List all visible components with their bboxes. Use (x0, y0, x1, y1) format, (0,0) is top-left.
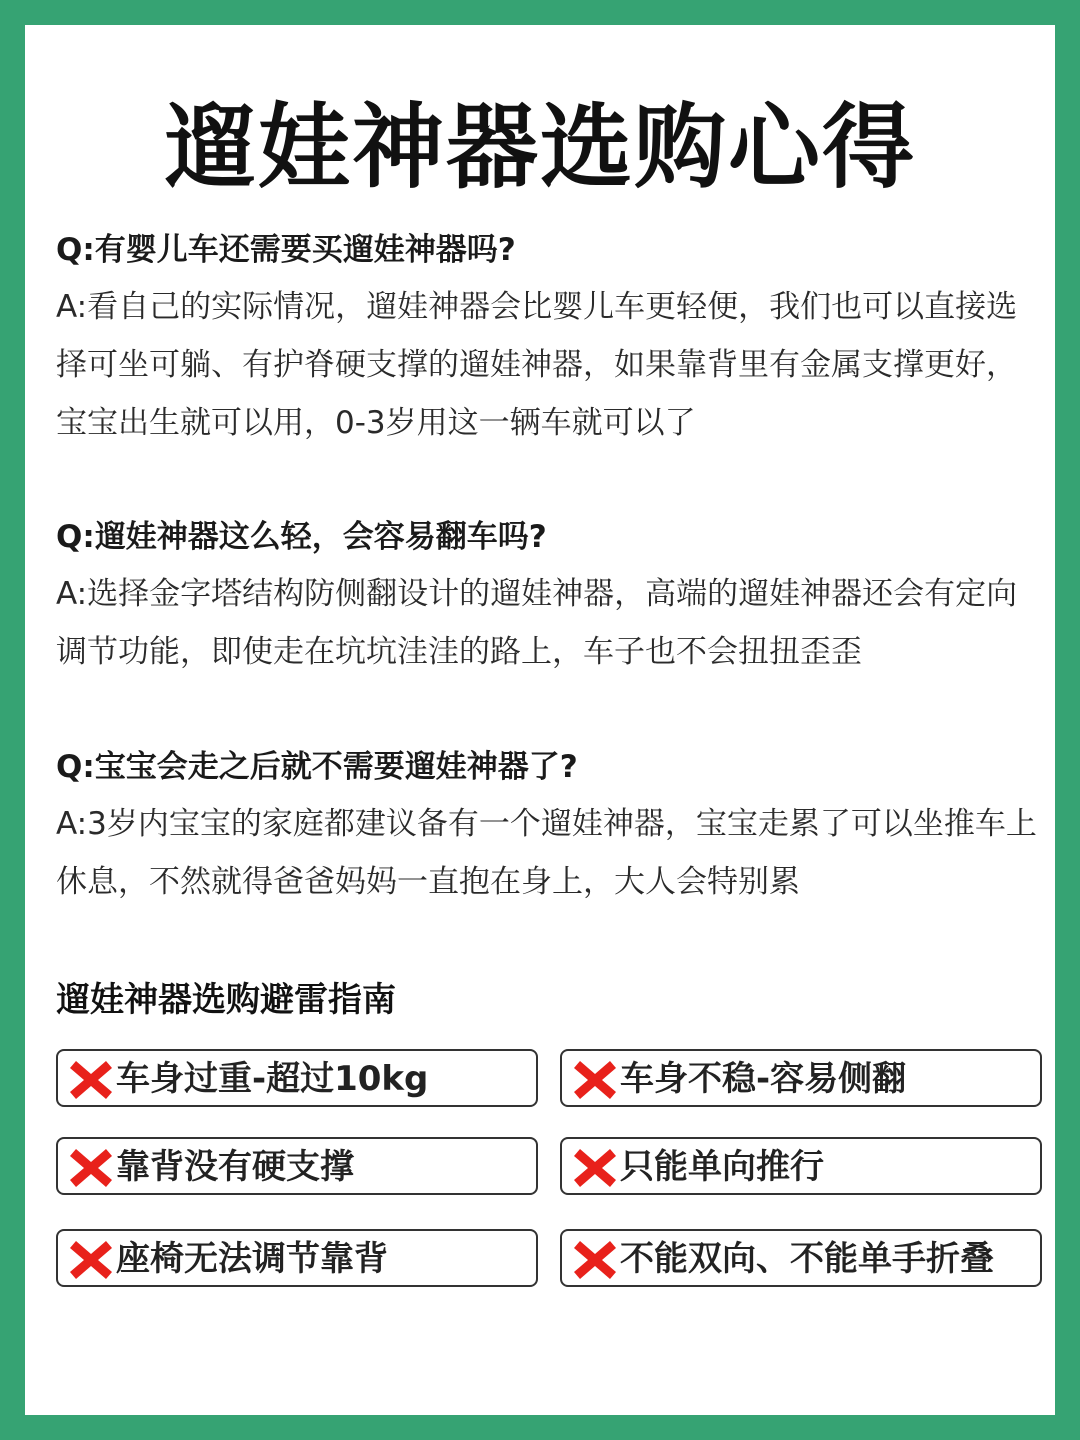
avoid-item-label: 靠背没有硬支撑 (116, 1147, 354, 1187)
question-1: Q:有婴儿车还需要买遛娃神器吗? (56, 232, 516, 268)
red-x-icon (572, 1057, 618, 1103)
qa-block-2 (56, 517, 1041, 681)
red-x-icon (572, 1145, 618, 1191)
avoid-item-6 (560, 1229, 1042, 1287)
avoid-item-label: 只能单向推行 (620, 1147, 824, 1187)
answer-1: A:看自己的实际情况，遛娃神器会比婴儿车更轻便，我们也可以直接选择可坐可躺、有护脊硬支撑的遛娃神器，如果靠背里有金属支撑更好，宝宝出生就可以用，0-3岁用这一辆车就可以了 (56, 289, 1018, 441)
red-x-icon (572, 1237, 618, 1283)
avoid-item-5 (56, 1229, 538, 1287)
answer-3: A:3岁内宝宝的家庭都建议备有一个遛娃神器，宝宝走累了可以坐推车上休息，不然就得爸爸妈妈一直抱在身上，大人会特别累 (56, 806, 1037, 900)
avoid-item-2 (560, 1049, 1042, 1107)
red-x-icon (68, 1237, 114, 1283)
red-x-icon (68, 1057, 114, 1103)
qa-block-1 (56, 230, 1041, 452)
guide-title: 遛娃神器选购避雷指南 (56, 980, 396, 1020)
avoid-item-label: 不能双向、不能单手折叠 (620, 1239, 994, 1279)
avoid-item-3 (56, 1137, 538, 1195)
avoid-item-label: 车身过重-超过10kg (116, 1059, 429, 1099)
avoid-item-label: 车身不稳-容易侧翻 (620, 1059, 907, 1099)
answer-2: A:选择金字塔结构防侧翻设计的遛娃神器，高端的遛娃神器还会有定向调节功能，即使走在坑坑洼洼的路上，车子也不会扭扭歪歪 (56, 576, 1018, 670)
question-3: Q:宝宝会走之后就不需要遛娃神器了? (56, 749, 578, 785)
red-x-icon (68, 1145, 114, 1191)
avoid-item-4 (560, 1137, 1042, 1195)
avoid-item-1 (56, 1049, 538, 1107)
avoid-item-label: 座椅无法调节靠背 (116, 1239, 388, 1279)
page-title: 遛娃神器选购心得 (163, 94, 916, 201)
content-card (25, 25, 1055, 1415)
question-2: Q:遛娃神器这么轻，会容易翻车吗? (56, 519, 547, 555)
qa-block-3 (56, 747, 1041, 911)
